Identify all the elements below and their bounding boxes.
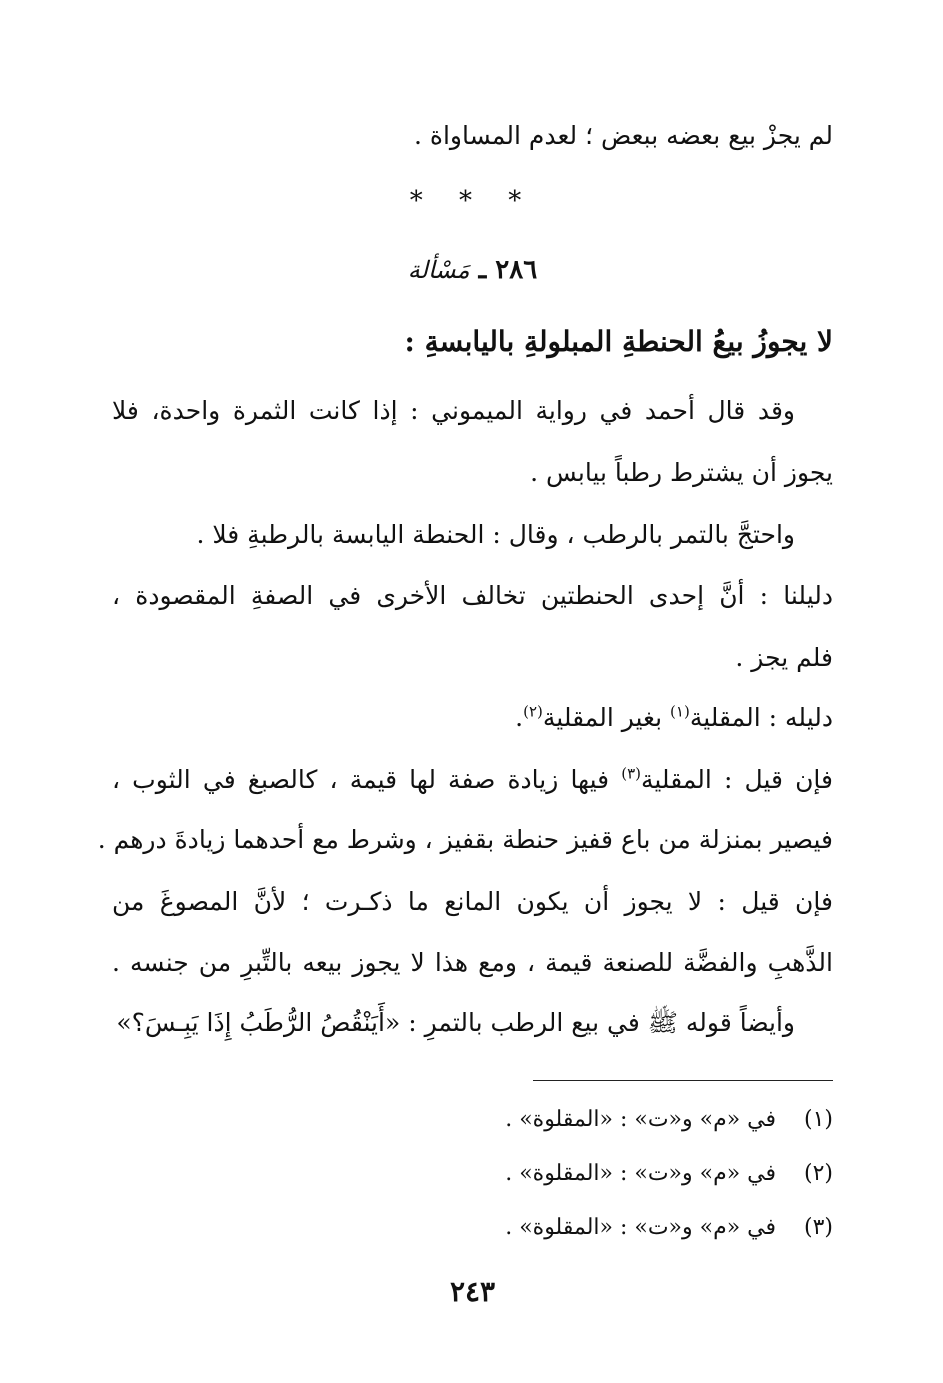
footnote <box>112 1212 833 1244</box>
footnote-marker: (٢) <box>523 702 543 721</box>
paragraph-line: الذَّهبِ والفضَّة للصنعة قيمة ، ومع هذا لا يجوز بيعه بالتِّبرِ من جنسه . <box>112 948 833 977</box>
masalah-heading <box>112 250 833 290</box>
issue-title: لا يجوزُ بيعُ الحنطةِ المبلولةِ باليابسةِ : <box>404 325 833 358</box>
paragraph-line <box>112 700 833 736</box>
text-run: . <box>515 703 524 732</box>
masalah-word: مَسْألة <box>407 256 470 284</box>
footnote-marker: (١) <box>670 702 690 721</box>
text-run: فيها زيادة صفة لها قيمة ، كالصبغ في الثوب ، <box>112 765 622 794</box>
footnote <box>112 1104 833 1136</box>
text-run: دليله : المقلية <box>689 703 833 732</box>
continuation-line: لم يجزْ بيع بعضه ببعض ؛ لعدم المساواة . <box>413 121 833 150</box>
footnote-text: في «م» و«ت» : «المقلوة» . <box>505 1161 776 1186</box>
footnote-text: في «م» و«ت» : «المقلوة» . <box>505 1107 776 1132</box>
paragraph-line: وقد قال أحمد في رواية الميموني : إذا كانت الثمرة واحدة، فلا <box>112 396 795 425</box>
masalah-number: ٢٨٦ ـ <box>478 255 538 285</box>
paragraph-line: فإن قيل : لا يجوز أن يكون المانع ما ذكـرت ؛ لأنَّ المصوغَ من <box>112 887 833 916</box>
footnote-divider <box>533 1080 833 1081</box>
paragraph-line: وأيضاً قوله ﷺ في بيع الرطب بالتمرِ : «أَيَنْقُصُ الرُّطَبُ إِذَا يَبِـسَ؟» <box>116 1008 795 1037</box>
paragraph-line: واحتجَّ بالتمر بالرطب ، وقال : الحنطة اليابسة بالرطبةِ فلا . <box>196 520 795 549</box>
section-separator: * * * <box>409 186 536 216</box>
page <box>97 0 833 1383</box>
paragraph-line: فيصير بمنزلة من باع قفيز حنطة بقفيز ، وشرط مع أحدهما زيادةَ درهم . <box>97 825 833 854</box>
text-run: بغير المقلية <box>542 703 671 732</box>
footnote-number: (١) <box>803 1107 833 1132</box>
paragraph-line: يجوز أن يشترط رطباً بيابس . <box>530 458 833 487</box>
footnote <box>112 1158 833 1190</box>
footnote-text: في «م» و«ت» : «المقلوة» . <box>505 1215 776 1240</box>
paragraph-line: دليلنا : أنَّ إحدى الحنطتين تخالف الأخرى في الصفةِ المقصودة ، <box>112 581 833 610</box>
paragraph-line <box>112 762 833 798</box>
page-number: ٢٤٣ <box>449 1275 496 1308</box>
paragraph-line: فلم يجز . <box>735 643 833 672</box>
footnote-number: (٣) <box>803 1215 833 1240</box>
footnote-number: (٢) <box>803 1161 833 1186</box>
footnote-marker: (٣) <box>621 764 641 783</box>
text-run: فإن قيل : المقلية <box>640 765 833 794</box>
